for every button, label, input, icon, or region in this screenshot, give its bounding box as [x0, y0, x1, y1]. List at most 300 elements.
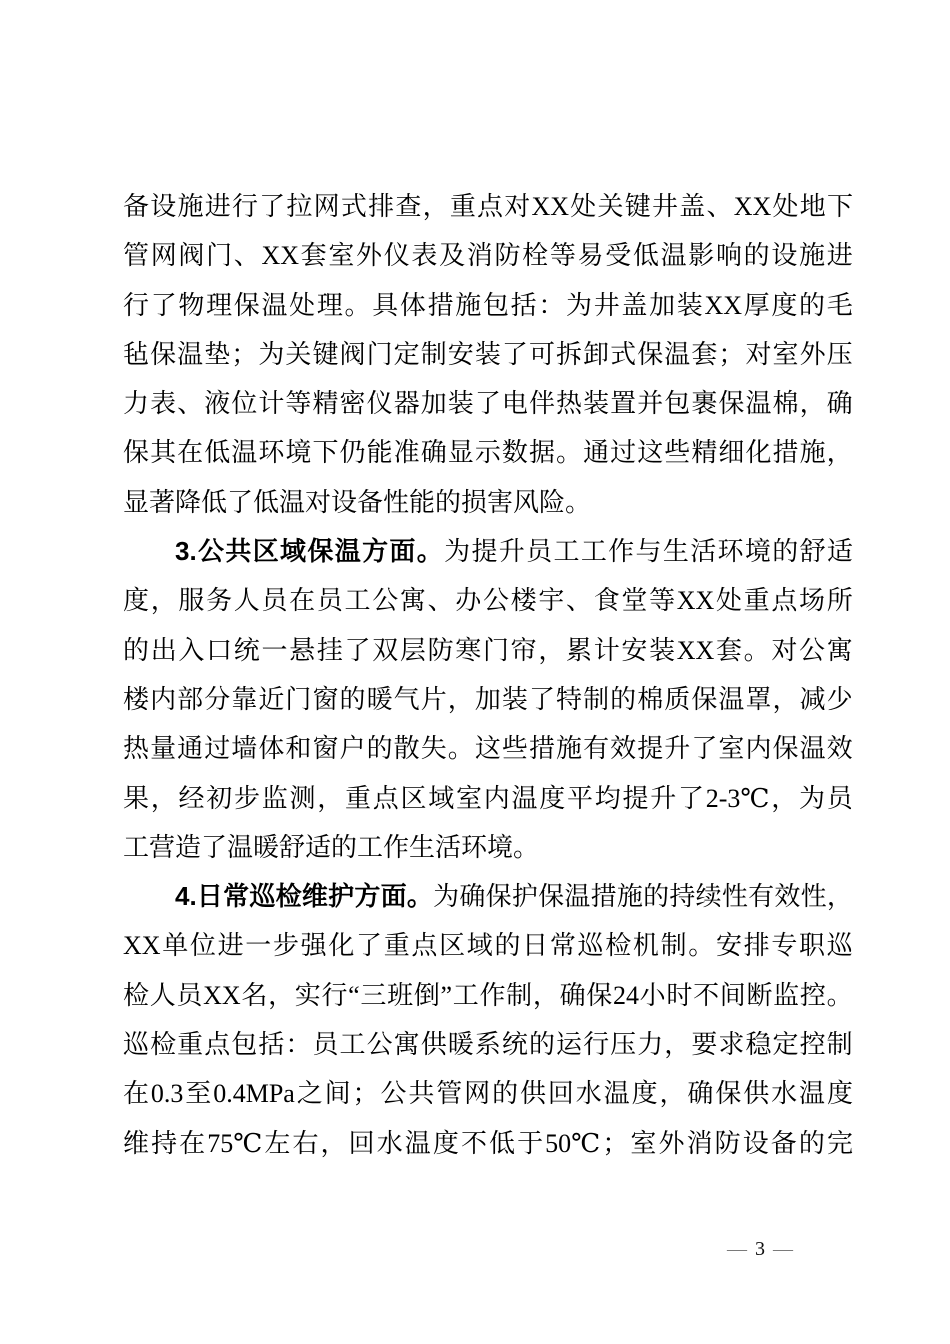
text-token: 处	[570, 192, 597, 221]
text-token: 入	[178, 635, 205, 665]
page-footer	[690, 1234, 830, 1264]
text-line	[123, 921, 853, 970]
text-token: 不	[693, 980, 720, 1010]
text-token: 度	[631, 1079, 658, 1109]
text-token: 的	[798, 1128, 825, 1158]
text-token: 井	[593, 290, 620, 320]
text-token: 分	[204, 684, 231, 714]
text-token: 场	[799, 586, 826, 616]
text-token: 供	[420, 1030, 447, 1060]
text-token: 持	[669, 882, 696, 912]
text-token: 员	[176, 980, 203, 1010]
text-token: 初	[206, 783, 233, 813]
text-token: 度	[123, 586, 150, 616]
text-token: 定	[772, 1030, 799, 1060]
paragraph-lead: 方	[362, 536, 389, 567]
text-token: 效	[774, 882, 801, 912]
text-token: 毡	[123, 339, 150, 369]
text-token: 热	[123, 734, 150, 764]
text-token: 升	[498, 537, 525, 567]
text-token: 升	[664, 734, 691, 764]
paragraph-lead: 日	[196, 881, 223, 912]
text-token: 制	[660, 931, 687, 961]
text-token: 保	[123, 438, 150, 468]
text-token: 统	[501, 1030, 528, 1060]
text-token: 保	[233, 290, 260, 320]
text-token: 环	[717, 537, 744, 567]
text-line	[123, 872, 853, 921]
text-token: 重	[743, 586, 770, 616]
text-token: 易	[577, 241, 604, 271]
text-token: 了	[678, 783, 705, 813]
text-token: 措	[590, 882, 617, 912]
text-token: 效	[826, 734, 853, 764]
text-token: 力	[637, 1030, 664, 1060]
text-token: 点	[372, 783, 399, 813]
text-token: 在	[123, 1079, 150, 1109]
text-line	[123, 626, 853, 675]
text-token: 人	[149, 980, 176, 1010]
text-token: 求	[718, 1030, 745, 1060]
text-token: 位	[189, 931, 216, 961]
paragraph-lead: 维	[301, 881, 328, 912]
text-token: 加	[649, 290, 676, 320]
text-token: 内	[150, 684, 177, 714]
text-line	[123, 1069, 853, 1118]
text-token: 压	[610, 1030, 637, 1060]
text-token: 左	[264, 1128, 291, 1158]
text-token: 置	[610, 389, 637, 419]
text-token: 回	[348, 1128, 375, 1158]
text-token: 显	[447, 438, 474, 468]
text-token: 之	[296, 1079, 323, 1109]
text-token: 温	[799, 1079, 826, 1109]
text-token: 室	[328, 241, 355, 271]
text-token: 重	[383, 931, 410, 961]
text-token: 保	[485, 882, 512, 912]
text-token: 对	[771, 635, 798, 665]
text-token: 装	[501, 684, 528, 714]
text-token: 运	[556, 1030, 583, 1060]
paragraph-lead: 区	[252, 536, 279, 567]
text-token: 外	[356, 241, 383, 271]
text-token: 点	[771, 586, 798, 616]
text-token: 括	[510, 290, 537, 320]
text-token: 了	[691, 734, 718, 764]
text-token: 式	[340, 192, 367, 221]
text-token: 排	[368, 192, 395, 221]
text-token: ，	[826, 882, 853, 912]
text-token: 适	[826, 537, 853, 567]
text-token: 员	[312, 1030, 339, 1060]
text-token: 为	[258, 339, 285, 369]
text-token: 经	[178, 783, 205, 813]
text-token: 续	[695, 882, 722, 912]
text-token: 的	[772, 537, 799, 567]
text-line	[123, 379, 853, 428]
text-token: 器	[393, 389, 420, 419]
text-token: 巡	[826, 931, 853, 961]
text-token: 括	[258, 1030, 285, 1060]
text-token: 门	[482, 635, 509, 665]
text-token: 楼	[123, 684, 150, 714]
text-token: 厚	[743, 290, 770, 320]
text-token: ，	[150, 586, 177, 616]
paragraph-lead: 。	[406, 881, 433, 912]
text-token: 进	[217, 931, 244, 961]
text-line	[123, 182, 853, 231]
text-token: 保	[691, 684, 718, 714]
text-token: 。	[556, 438, 583, 468]
text-token: 挂	[316, 635, 343, 665]
text-line	[123, 971, 853, 1020]
text-token: 有	[583, 734, 610, 764]
text-token: ，	[664, 1030, 691, 1060]
text-token: ：	[285, 1030, 312, 1060]
text-token: 。	[344, 290, 371, 320]
text-token: 三	[360, 980, 387, 1010]
text-token: 所	[826, 586, 853, 616]
text-token: ，	[772, 684, 799, 714]
text-token: 双	[372, 635, 399, 665]
text-token: 对	[504, 192, 531, 221]
text-token: 体	[258, 734, 285, 764]
paragraph-lead: 温	[334, 536, 361, 567]
paragraph-lead: 检	[275, 881, 302, 912]
text-token: 液	[204, 389, 231, 419]
text-token: 供	[519, 1079, 546, 1109]
text-token: 楼	[510, 586, 537, 616]
paragraph-lead: 保	[307, 536, 334, 567]
text-token: 加	[420, 389, 447, 419]
text-token: 物	[178, 290, 205, 320]
text-token: 帘	[510, 635, 537, 665]
text-token: ，	[422, 192, 449, 221]
text-token: 棉	[772, 389, 799, 419]
text-token: 升	[650, 783, 677, 813]
text-token: 些	[501, 734, 528, 764]
text-token: 力	[123, 389, 150, 419]
text-token: 的	[799, 290, 826, 320]
text-token: 安	[621, 635, 648, 665]
text-token: 水	[771, 1079, 798, 1109]
text-token: 安	[715, 931, 742, 961]
text-token: 网	[464, 1079, 491, 1109]
text-token: 包	[482, 290, 509, 320]
text-token: 下	[312, 438, 339, 468]
text-token: 防	[427, 635, 454, 665]
text-token: 专	[771, 931, 798, 961]
text-token: 境	[744, 537, 771, 567]
text-token: 装	[583, 389, 610, 419]
text-token: 班	[387, 980, 414, 1010]
text-token: 过	[610, 438, 637, 468]
text-token: 温	[261, 290, 288, 320]
text-token: 宇	[538, 586, 565, 616]
text-token: 排	[743, 931, 770, 961]
text-token: 设	[742, 1128, 769, 1158]
text-token: 共	[408, 1079, 435, 1109]
text-token: 持	[151, 1128, 178, 1158]
text-token: ，	[659, 1079, 686, 1109]
text-token: 一	[245, 931, 272, 961]
text-token: 了	[501, 339, 528, 369]
text-token: 检	[150, 1030, 177, 1060]
text-token: 确	[459, 882, 486, 912]
text-token: 设	[150, 192, 177, 221]
text-token: 理	[316, 290, 343, 320]
text-token: 步	[272, 931, 299, 961]
text-token: ，	[538, 635, 565, 665]
text-token: 巡	[123, 1030, 150, 1060]
text-token: 片	[420, 684, 447, 714]
text-token: 巡	[577, 931, 604, 961]
text-token: 关	[285, 339, 312, 369]
text-token: 键	[624, 192, 651, 221]
text-token: 井	[652, 192, 679, 221]
text-token: ，	[532, 980, 559, 1010]
text-token: 部	[177, 684, 204, 714]
text-token: 管	[123, 241, 150, 271]
text-token: 门	[366, 339, 393, 369]
text-token: 些	[664, 438, 691, 468]
text-token: 暖	[366, 684, 393, 714]
text-token: 墙	[231, 734, 258, 764]
text-token: 可	[528, 339, 555, 369]
text-token: XX	[676, 586, 715, 616]
text-token: ，	[771, 783, 798, 813]
text-token: 域	[466, 931, 493, 961]
text-token: 公	[366, 1030, 393, 1060]
text-token: 进	[826, 241, 853, 271]
text-token: 室	[456, 783, 483, 813]
text-token: 失	[420, 734, 447, 764]
text-token: 行	[123, 290, 150, 320]
text-token: 制	[420, 339, 447, 369]
text-token: 强	[300, 931, 327, 961]
text-token: 气	[393, 684, 420, 714]
text-token: 并	[637, 389, 664, 419]
text-token: 措	[772, 438, 799, 468]
text-token: 温	[718, 684, 745, 714]
text-token: 供	[743, 1079, 770, 1109]
text-token: 施	[799, 438, 826, 468]
text-token: 水	[376, 1128, 403, 1158]
paragraph-lead: 域	[280, 536, 307, 567]
text-token: 倒	[413, 980, 440, 1010]
text-token: 仪	[366, 389, 393, 419]
text-token: 果	[123, 783, 150, 813]
text-token: 这	[474, 734, 501, 764]
text-token: 监	[261, 783, 288, 813]
text-token: 办	[455, 586, 482, 616]
text-token: 确	[687, 1079, 714, 1109]
text-token: 套	[715, 635, 742, 665]
text-token: 测	[289, 783, 316, 813]
paragraph-lead: 3.	[175, 536, 197, 567]
text-token: 其	[150, 438, 177, 468]
text-token: 制	[583, 684, 610, 714]
paragraph-lead: 方	[354, 881, 381, 912]
text-token: XX	[733, 192, 772, 221]
text-line	[123, 675, 853, 724]
text-token: 表	[411, 241, 438, 271]
text-token: 防	[714, 1128, 741, 1158]
text-token: 效	[610, 734, 637, 764]
text-token: ；	[352, 1079, 379, 1109]
footer-dash-left: —	[727, 1238, 747, 1260]
text-token: 施	[616, 882, 643, 912]
text-token: 、	[427, 586, 454, 616]
text-token: 服	[178, 586, 205, 616]
text-token: 热	[556, 389, 583, 419]
text-token: 低	[489, 1128, 516, 1158]
text-token: 室	[630, 1128, 657, 1158]
text-token: 有	[748, 882, 775, 912]
text-token: ，	[447, 684, 474, 714]
text-token: 控	[799, 980, 826, 1010]
text-token: 的	[339, 684, 366, 714]
text-token: 保	[718, 389, 745, 419]
text-token: 重	[345, 783, 372, 813]
text-token: 装	[676, 290, 703, 320]
text-token: 的	[366, 734, 393, 764]
text-token: 食	[593, 586, 620, 616]
text-token: 门	[206, 241, 233, 271]
text-token: 名	[241, 980, 268, 1010]
text-token: 消	[466, 241, 493, 271]
text-token: 的	[528, 1030, 555, 1060]
text-token: 区	[400, 783, 427, 813]
text-token: 仍	[339, 438, 366, 468]
text-token: 保	[586, 980, 613, 1010]
text-token: 右	[292, 1128, 319, 1158]
text-token: XX	[704, 290, 742, 320]
text-token: 地	[799, 192, 826, 221]
text-token: XX	[676, 635, 715, 665]
text-token: XX	[123, 931, 161, 961]
text-token: 进	[204, 192, 231, 221]
text-token: 度	[432, 1128, 459, 1158]
text-token: 环	[258, 438, 285, 468]
text-token: 保	[715, 1079, 742, 1109]
text-token: 累	[566, 635, 593, 665]
text-token: 等	[285, 389, 312, 419]
text-token: 对	[745, 339, 772, 369]
text-token: 响	[715, 241, 742, 271]
text-token: 的	[743, 241, 770, 271]
text-token: 细	[718, 438, 745, 468]
text-token: 75℃	[207, 1128, 263, 1158]
text-line	[123, 774, 853, 823]
text-token: 一	[261, 635, 288, 665]
text-token: 。	[743, 635, 770, 665]
text-token: 的	[610, 684, 637, 714]
text-token: 关	[597, 192, 624, 221]
text-token: ；	[231, 339, 258, 369]
text-token: ”	[440, 980, 453, 1010]
text-token: 回	[547, 1079, 574, 1109]
text-token: 备	[770, 1128, 797, 1158]
text-token: 员	[826, 783, 853, 813]
text-token: 量	[150, 734, 177, 764]
text-token: 确	[559, 980, 586, 1010]
text-token: 与	[635, 537, 662, 567]
text-token: 作	[608, 537, 635, 567]
text-token: 的	[494, 931, 521, 961]
text-token: 为	[566, 290, 593, 320]
text-token: 出	[150, 635, 177, 665]
text-line	[123, 428, 853, 477]
text-token: 裹	[691, 389, 718, 419]
text-token: 了	[474, 389, 501, 419]
text-token: 位	[231, 389, 258, 419]
text-token: 重	[177, 1030, 204, 1060]
text-line	[123, 576, 853, 625]
paragraph-lead: 常	[223, 881, 250, 912]
text-token: 层	[399, 635, 426, 665]
text-token: 监	[773, 980, 800, 1010]
footer-dash-right: —	[773, 1238, 793, 1260]
text-token: 通	[583, 438, 610, 468]
text-token: 提	[637, 734, 664, 764]
text-token: 拆	[556, 339, 583, 369]
text-token: 精	[312, 389, 339, 419]
text-token: 质	[664, 684, 691, 714]
text-token: 保	[150, 339, 177, 369]
text-token: 水	[575, 1079, 602, 1109]
text-token: 要	[691, 1030, 718, 1060]
text-token: 计	[593, 635, 620, 665]
text-token: XX	[203, 980, 241, 1010]
text-token: 步	[234, 783, 261, 813]
text-token: 境	[285, 438, 312, 468]
text-token: 窗	[312, 734, 339, 764]
text-token: 工	[344, 586, 371, 616]
text-token: 确	[826, 389, 853, 419]
text-token: 。	[826, 980, 853, 1010]
text-token: 阀	[178, 241, 205, 271]
text-token: 仪	[383, 241, 410, 271]
text-token: 施	[455, 290, 482, 320]
text-token: 外	[799, 339, 826, 369]
paragraph-lead: 护	[328, 881, 355, 912]
paragraph-lead: 共	[225, 536, 252, 567]
text-token: 、	[177, 389, 204, 419]
text-token: 稳	[745, 1030, 772, 1060]
text-token: 内	[745, 734, 772, 764]
text-token: 在	[177, 438, 204, 468]
text-token: 点	[477, 192, 504, 221]
text-token: 职	[799, 931, 826, 961]
text-token: 罩	[745, 684, 772, 714]
text-token: 生	[662, 537, 689, 567]
text-token: 垫	[204, 339, 231, 369]
text-token: 0.4MPa	[213, 1079, 295, 1109]
text-token: 棉	[637, 684, 664, 714]
text-token: 至	[185, 1079, 212, 1109]
text-token: 人	[233, 586, 260, 616]
text-token: 、	[233, 241, 260, 271]
text-token: 温	[404, 1128, 431, 1158]
text-token: 完	[826, 1128, 853, 1158]
text-token: 加	[474, 684, 501, 714]
text-token: 制	[826, 1030, 853, 1060]
text-token: 计	[258, 389, 285, 419]
text-token: 区	[439, 931, 466, 961]
text-token: 工	[452, 980, 479, 1010]
text-token: 门	[285, 684, 312, 714]
